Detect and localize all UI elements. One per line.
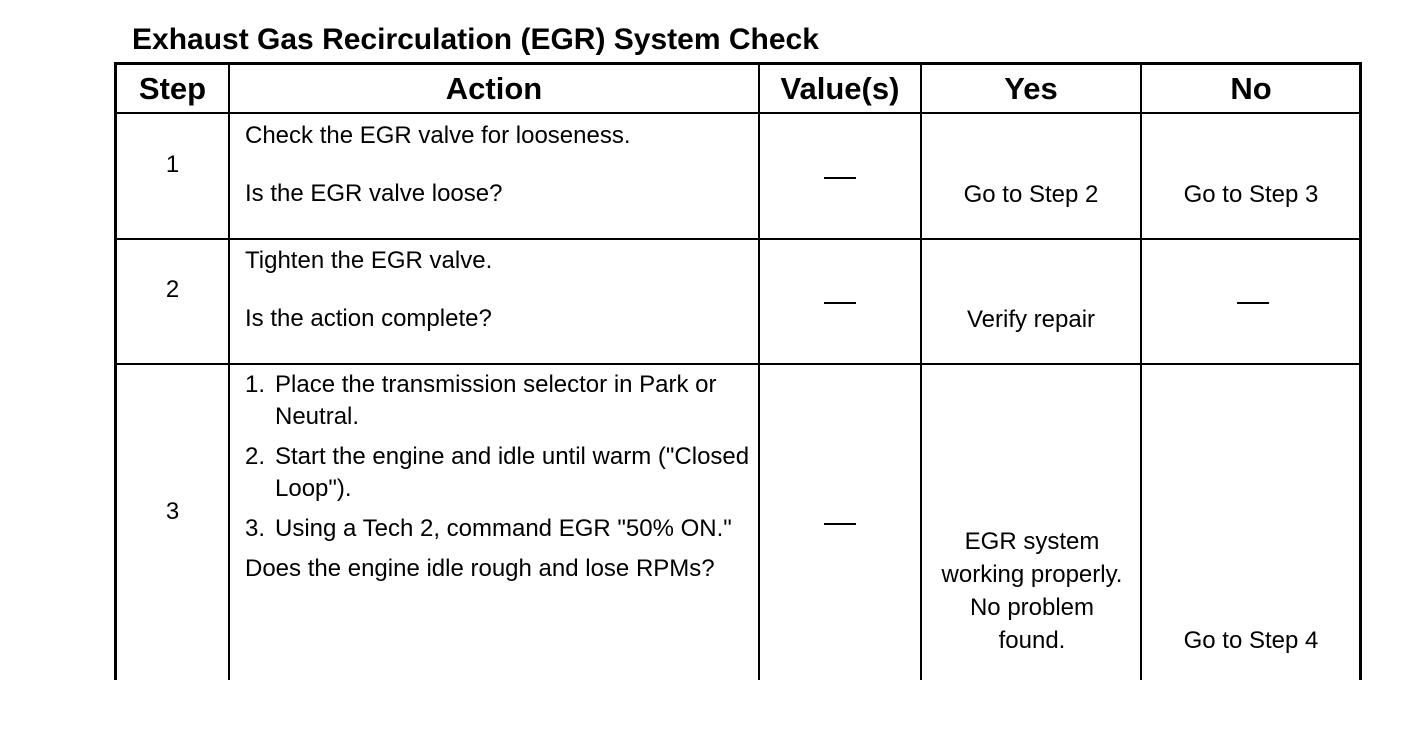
action-question: Does the engine idle rough and lose RPMs? (245, 555, 715, 582)
no-dash (1237, 302, 1269, 304)
header-yes: Yes (1004, 71, 1058, 106)
no-result: Go to Step 4 (1183, 627, 1319, 654)
action-item: 1. Place the transmission selector in Park or Neutral. (245, 371, 717, 430)
action-question: Is the EGR valve loose? (245, 180, 503, 207)
values-dash (824, 523, 856, 525)
column-divider (1140, 65, 1142, 680)
action-item: 3. Using a Tech 2, command EGR "50% ON." (245, 515, 732, 542)
action-text: Tighten the EGR valve. (245, 247, 493, 274)
column-divider (758, 65, 760, 680)
step-number: 3 (165, 498, 180, 525)
column-divider (920, 65, 922, 680)
action-text: Check the EGR valve for looseness. (245, 122, 631, 149)
header-no: No (1230, 71, 1272, 106)
step-number: 1 (165, 151, 180, 178)
action-item: 2. Start the engine and idle until warm ("Closed Loop"). (245, 443, 750, 502)
step-number: 2 (165, 276, 180, 303)
row-divider (117, 363, 1359, 365)
action-question: Is the action complete? (245, 305, 492, 332)
row-divider (117, 238, 1359, 240)
yes-result: Verify repair (966, 306, 1096, 333)
yes-result: Go to Step 2 (963, 181, 1099, 208)
header-values: Value(s) (780, 71, 900, 106)
values-dash (824, 177, 856, 179)
header-step: Step (138, 71, 207, 106)
egr-check-table (114, 62, 1362, 680)
page-title: Exhaust Gas Recirculation (EGR) System Check (132, 23, 819, 56)
no-result: Go to Step 3 (1183, 181, 1319, 208)
column-divider (228, 65, 230, 680)
action-list (245, 369, 750, 585)
yes-result: EGR system working properly. No problem found. (941, 528, 1123, 654)
values-dash (824, 302, 856, 304)
header-action: Action (445, 71, 543, 106)
